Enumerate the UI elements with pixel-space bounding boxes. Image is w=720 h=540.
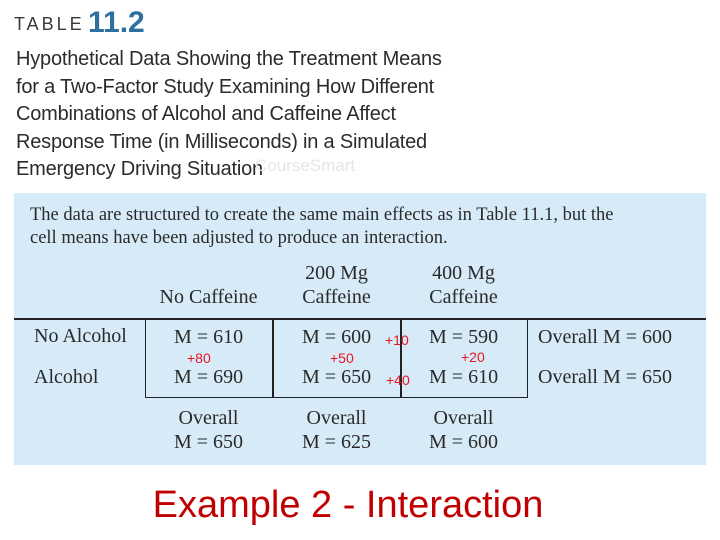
row-label-no-alcohol: No Alcohol: [34, 325, 127, 347]
caption-line: for a Two-Factor Study Examining How Different: [16, 75, 435, 98]
column-overall-mean: Overall M = 650: [173, 407, 244, 453]
cell-mean: M = 610: [174, 326, 244, 348]
difference-annotation: +50: [330, 350, 354, 366]
difference-annotation: +10: [385, 332, 409, 348]
col-header-400mg: 400 Mg Caffeine: [429, 262, 498, 308]
cell-mean: M = 690: [174, 366, 244, 388]
caption-line: Emergency Driving Situation: [16, 158, 263, 180]
caption-line: Combinations of Alcohol and Caffeine Affect: [16, 103, 396, 125]
cell-mean: M = 600: [302, 326, 372, 348]
watermark: CourseSmart: [255, 156, 356, 175]
table-label: TABLE: [14, 14, 85, 34]
table-intro: [30, 204, 700, 250]
row-label-alcohol: Alcohol: [34, 366, 99, 388]
grid-line: [272, 318, 274, 398]
caption-line: Hypothetical Data Showing the Treatment Means: [16, 48, 442, 70]
intro-line: cell means have been adjusted to produce an interaction.: [30, 228, 448, 248]
slide-title: Example 2 - Interaction: [152, 484, 544, 526]
caption-line: Response Time (in Milliseconds) in a Simulated: [16, 130, 427, 153]
col-header-200mg: 200 Mg Caffeine: [302, 262, 371, 308]
cell-mean: M = 610: [429, 366, 499, 388]
table-number: 11.2: [88, 6, 145, 39]
difference-annotation: +20: [461, 349, 485, 365]
table-caption: [16, 46, 476, 184]
col-header-no-caffeine: No Caffeine: [159, 286, 258, 308]
intro-line: The data are structured to create the same main effects as in Table 11.1, but the: [30, 205, 614, 225]
column-overall-mean: Overall M = 600: [428, 407, 499, 453]
row-overall-mean: Overall M = 650: [538, 366, 673, 388]
cell-mean: M = 650: [302, 366, 372, 388]
difference-annotation: +40: [386, 372, 410, 388]
cell-mean: M = 590: [429, 326, 499, 348]
row-overall-mean: Overall M = 600: [538, 326, 673, 348]
column-overall-mean: Overall M = 625: [301, 407, 372, 453]
difference-annotation: +80: [187, 350, 211, 366]
